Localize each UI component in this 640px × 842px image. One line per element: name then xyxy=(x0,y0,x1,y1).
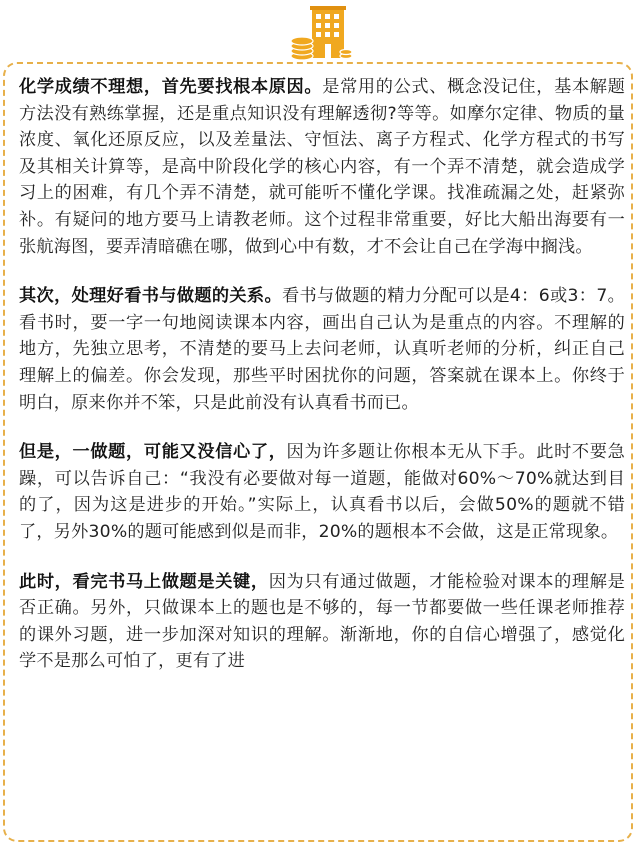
paragraph-1-lead: 化学成绩不理想，首先要找根本原因。 xyxy=(19,77,323,97)
paragraph-4-text: 因为只有通过做题，才能检验对课本的理解是否正确。另外，只做课本上的题也是不够的，每一节都要做一些任课老师推荐的课外习题，进一步加深对知识的理解。渐渐地，你的自信心增强了，感觉化学不是那么可怕了，更有了进 xyxy=(19,571,625,672)
paragraph-2 xyxy=(19,283,625,416)
paragraph-4 xyxy=(19,569,625,675)
article-body xyxy=(19,74,625,698)
paragraph-4-lead: 此时，看完书马上做题是关键， xyxy=(19,571,269,592)
paragraph-1 xyxy=(19,74,625,260)
paragraph-2-lead: 其次，处理好看书与做题的关系。 xyxy=(19,286,282,307)
paragraph-3-lead: 但是，一做题，可能又没信心了， xyxy=(19,442,287,463)
paragraph-3 xyxy=(19,439,625,545)
paragraph-2-text: 看书与做题的精力分配可以是4：6或3：7。看书时，要一字一句地阅读课本内容，画出自己认为是重点的内容。不理解的地方，先独立思考，不清楚的要马上去问老师，认真听老师的分析，纠正自己理解上的偏差。你会发现，那些平时困扰你的问题，答案就在课本上。你终于明白，原来你并不笨，只是此前没有认真看书而已。 xyxy=(19,286,625,413)
paragraph-1-text: 是常用的公式、概念没记住，基本解题方法没有熟练掌握，还是重点知识没有理解透彻?等等。如摩尔定律、物质的量浓度、氧化还原反应，以及差量法、守恒法、离子方程式、化学方程式的书写及其相关计算等，是高中阶段化学的核心内容，有一个弄不清楚，就会造成学习上的困难，有几个弄不清楚，就可能听不懂化学课。找准疏漏之处，赶紧弥补。有疑问的地方要马上请教老师。这个过程非常重要，好比大船出海要有一张航海图，要弄清暗礁在哪，做到心中有数，才不会让自己在学海中搁浅。 xyxy=(19,77,626,257)
paragraph-3-text: 因为许多题让你根本无从下手。此时不要急躁，可以告诉自己：“我没有必要做对每一道题，能做对60%～70%就达到目的了，因为这是进步的开始。”实际上，认真看书以后，会做50%的题就不错了，另外30%的题可能感到似是而非，20%的题根本不会做，这是正常现象。 xyxy=(19,442,625,542)
building-coins-icon xyxy=(288,4,352,62)
